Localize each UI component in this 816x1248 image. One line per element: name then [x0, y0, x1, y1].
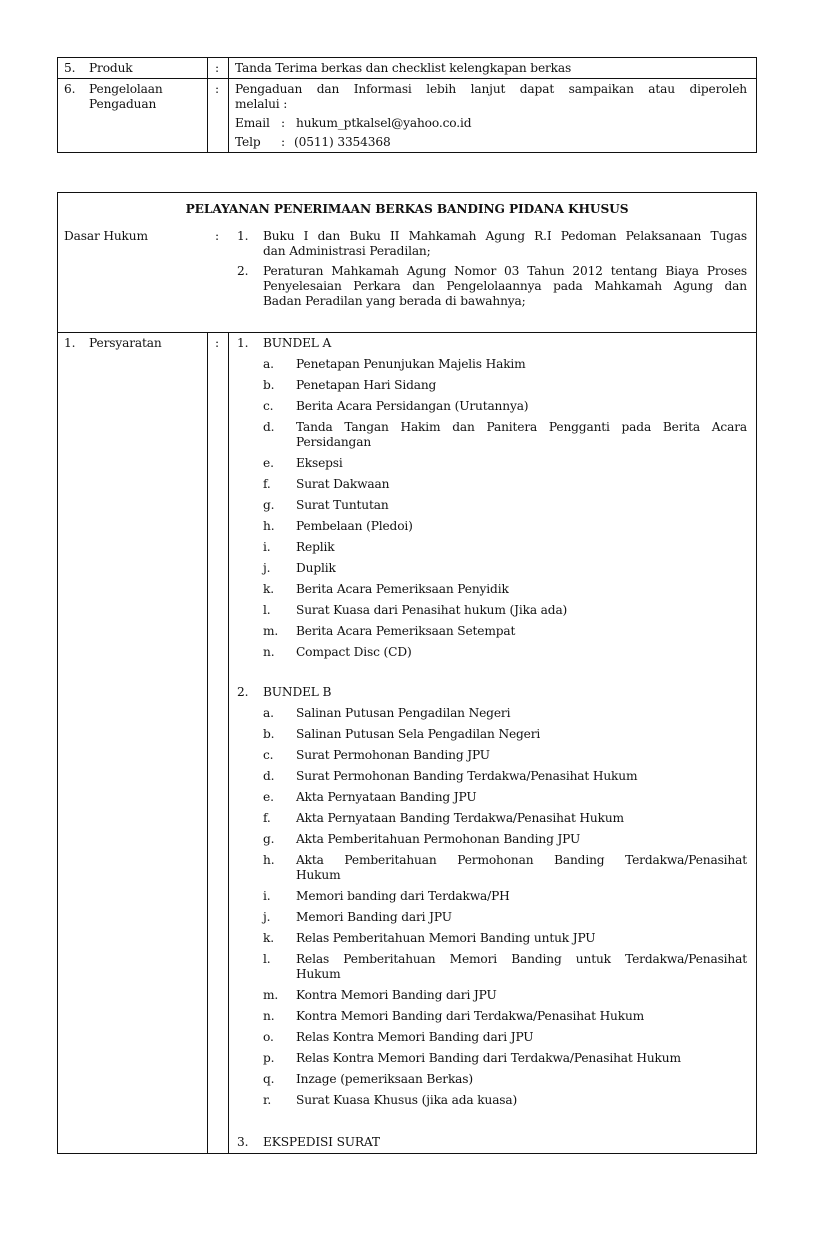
item-letter: j.	[263, 561, 271, 575]
row-label-line2: Pengaduan	[89, 97, 157, 111]
item-text: Relas Kontra Memori Banding dari JPU	[296, 1030, 534, 1044]
item-text: Surat Permohonan Banding JPU	[296, 748, 490, 762]
item-text: Salinan Putusan Pengadilan Negeri	[296, 706, 511, 720]
item-letter: b.	[263, 378, 275, 392]
item-text: Surat Permohonan Banding Terdakwa/Penasihat Hukum	[296, 769, 638, 783]
item-text: Akta Pemberitahuan Permohonan Banding Terdakwa/Penasihat	[296, 853, 747, 867]
item-letter: h.	[263, 853, 275, 867]
bundle-number: 2.	[237, 685, 249, 699]
persyaratan-label: Persyaratan	[89, 336, 162, 350]
dasar-hukum-item-line: Penyelesaian Perkara dan Pengelolaannya pada Mahkamah Agung dan	[263, 279, 747, 293]
item-letter: d.	[263, 769, 275, 783]
item-letter: a.	[263, 357, 274, 371]
row-content-line2: melalui :	[235, 97, 288, 111]
item-letter: q.	[263, 1072, 275, 1086]
item-letter: d.	[263, 420, 275, 434]
row-label: Produk	[89, 61, 133, 75]
item-text: Compact Disc (CD)	[296, 645, 412, 659]
item-letter: k.	[263, 931, 274, 945]
item-letter: m.	[263, 988, 279, 1002]
item-text: Duplik	[296, 561, 336, 575]
item-text: Relas Pemberitahuan Memori Banding untuk JPU	[296, 931, 596, 945]
item-letter: j.	[263, 910, 271, 924]
item-letter: o.	[263, 1030, 274, 1044]
top-table-row-divider	[57, 78, 757, 79]
item-text-continued: Hukum	[296, 967, 341, 981]
dasar-hukum-separator: :	[215, 229, 219, 243]
row-separator: :	[215, 82, 219, 96]
bundle-number: 1.	[237, 336, 249, 350]
item-letter: l.	[263, 603, 271, 617]
item-text: Relas Pemberitahuan Memori Banding untuk Terdakwa/Penasihat	[296, 952, 747, 966]
dasar-hukum-label: Dasar Hukum	[64, 229, 148, 243]
top-table-col-divider-2	[228, 57, 229, 153]
item-text: Eksepsi	[296, 456, 343, 470]
item-letter: c.	[263, 748, 274, 762]
email-link[interactable]: hukum_ptkalsel@yahoo.co.id	[296, 116, 472, 130]
item-text: Penetapan Hari Sidang	[296, 378, 437, 392]
item-text: Akta Pernyataan Banding JPU	[296, 790, 477, 804]
bundle-title: EKSPEDISI SURAT	[263, 1135, 380, 1149]
persyaratan-separator: :	[215, 336, 219, 350]
item-text: Memori Banding dari JPU	[296, 910, 452, 924]
item-letter: f.	[263, 811, 271, 825]
dasar-hukum-item-line: dan Administrasi Peradilan;	[263, 244, 431, 258]
item-letter: e.	[263, 456, 274, 470]
item-text: Kontra Memori Banding dari JPU	[296, 988, 497, 1002]
item-text: Inzage (pemeriksaan Berkas)	[296, 1072, 474, 1086]
dasar-hukum-item-number: 1.	[237, 229, 249, 243]
item-text-continued: Persidangan	[296, 435, 372, 449]
item-text-continued: Hukum	[296, 868, 341, 882]
persyaratan-number: 1.	[64, 336, 76, 350]
row-number: 6.	[64, 82, 76, 96]
item-text: Surat Kuasa Khusus (jika ada kuasa)	[296, 1093, 518, 1107]
item-text: Surat Dakwaan	[296, 477, 390, 491]
dasar-hukum-item-number: 2.	[237, 264, 249, 278]
phone-label: Telp	[235, 135, 261, 149]
row-content-line1: Pengaduan dan Informasi lebih lanjut dapat sampaikan atau diperoleh	[235, 82, 747, 96]
row-separator: :	[215, 61, 219, 75]
item-letter: l.	[263, 952, 271, 966]
item-text: Relas Kontra Memori Banding dari Terdakwa/Penasihat Hukum	[296, 1051, 681, 1065]
main-table-col-divider-2	[228, 332, 229, 1154]
item-letter: n.	[263, 645, 275, 659]
email-label: Email	[235, 116, 270, 130]
item-letter: i.	[263, 889, 271, 903]
item-letter: n.	[263, 1009, 275, 1023]
top-table-col-divider-1	[207, 57, 208, 153]
item-letter: m.	[263, 624, 279, 638]
item-letter: g.	[263, 498, 275, 512]
item-letter: b.	[263, 727, 275, 741]
item-letter: c.	[263, 399, 274, 413]
row-label-line1: Pengelolaan	[89, 82, 163, 96]
item-text: Surat Kuasa dari Penasihat hukum (Jika ada)	[296, 603, 568, 617]
phone-value: (0511) 3354368	[294, 135, 391, 149]
bundle-number: 3.	[237, 1135, 249, 1149]
item-letter: p.	[263, 1051, 275, 1065]
phone-separator: :	[281, 135, 285, 149]
main-table-col-divider-1	[207, 332, 208, 1154]
bundle-title: BUNDEL B	[263, 685, 332, 699]
item-letter: r.	[263, 1093, 272, 1107]
item-text: Kontra Memori Banding dari Terdakwa/Penasihat Hukum	[296, 1009, 645, 1023]
item-letter: k.	[263, 582, 274, 596]
email-separator: :	[281, 116, 285, 130]
item-letter: h.	[263, 519, 275, 533]
dasar-hukum-item-line: Badan Peradilan yang berada di bawahnya;	[263, 294, 526, 308]
item-text: Penetapan Penunjukan Majelis Hakim	[296, 357, 526, 371]
item-letter: a.	[263, 706, 274, 720]
item-text: Berita Acara Pemeriksaan Penyidik	[296, 582, 509, 596]
bundle-title: BUNDEL A	[263, 336, 332, 350]
item-letter: i.	[263, 540, 271, 554]
row-content: Tanda Terima berkas dan checklist kelengkapan berkas	[235, 61, 572, 75]
dasar-hukum-item-line: Peraturan Mahkamah Agung Nomor 03 Tahun 2012 tentang Biaya Proses	[263, 264, 747, 278]
item-text: Tanda Tangan Hakim dan Panitera Pengganti pada Berita Acara	[296, 420, 747, 434]
item-text: Surat Tuntutan	[296, 498, 389, 512]
item-text: Memori banding dari Terdakwa/PH	[296, 889, 510, 903]
item-text: Pembelaan (Pledoi)	[296, 519, 413, 533]
row-number: 5.	[64, 61, 76, 75]
item-text: Berita Acara Persidangan (Urutannya)	[296, 399, 529, 413]
main-table-section-divider	[57, 332, 757, 333]
item-text: Berita Acara Pemeriksaan Setempat	[296, 624, 516, 638]
item-text: Salinan Putusan Sela Pengadilan Negeri	[296, 727, 541, 741]
item-text: Akta Pemberitahuan Permohonan Banding JPU	[296, 832, 581, 846]
item-letter: f.	[263, 477, 271, 491]
dasar-hukum-item-line: Buku I dan Buku II Mahkamah Agung R.I Pedoman Pelaksanaan Tugas	[263, 229, 747, 243]
item-letter: e.	[263, 790, 274, 804]
main-table-title: PELAYANAN PENERIMAAN BERKAS BANDING PIDANA KHUSUS	[185, 202, 629, 216]
item-letter: g.	[263, 832, 275, 846]
item-text: Akta Pernyataan Banding Terdakwa/Penasihat Hukum	[296, 811, 624, 825]
item-text: Replik	[296, 540, 335, 554]
